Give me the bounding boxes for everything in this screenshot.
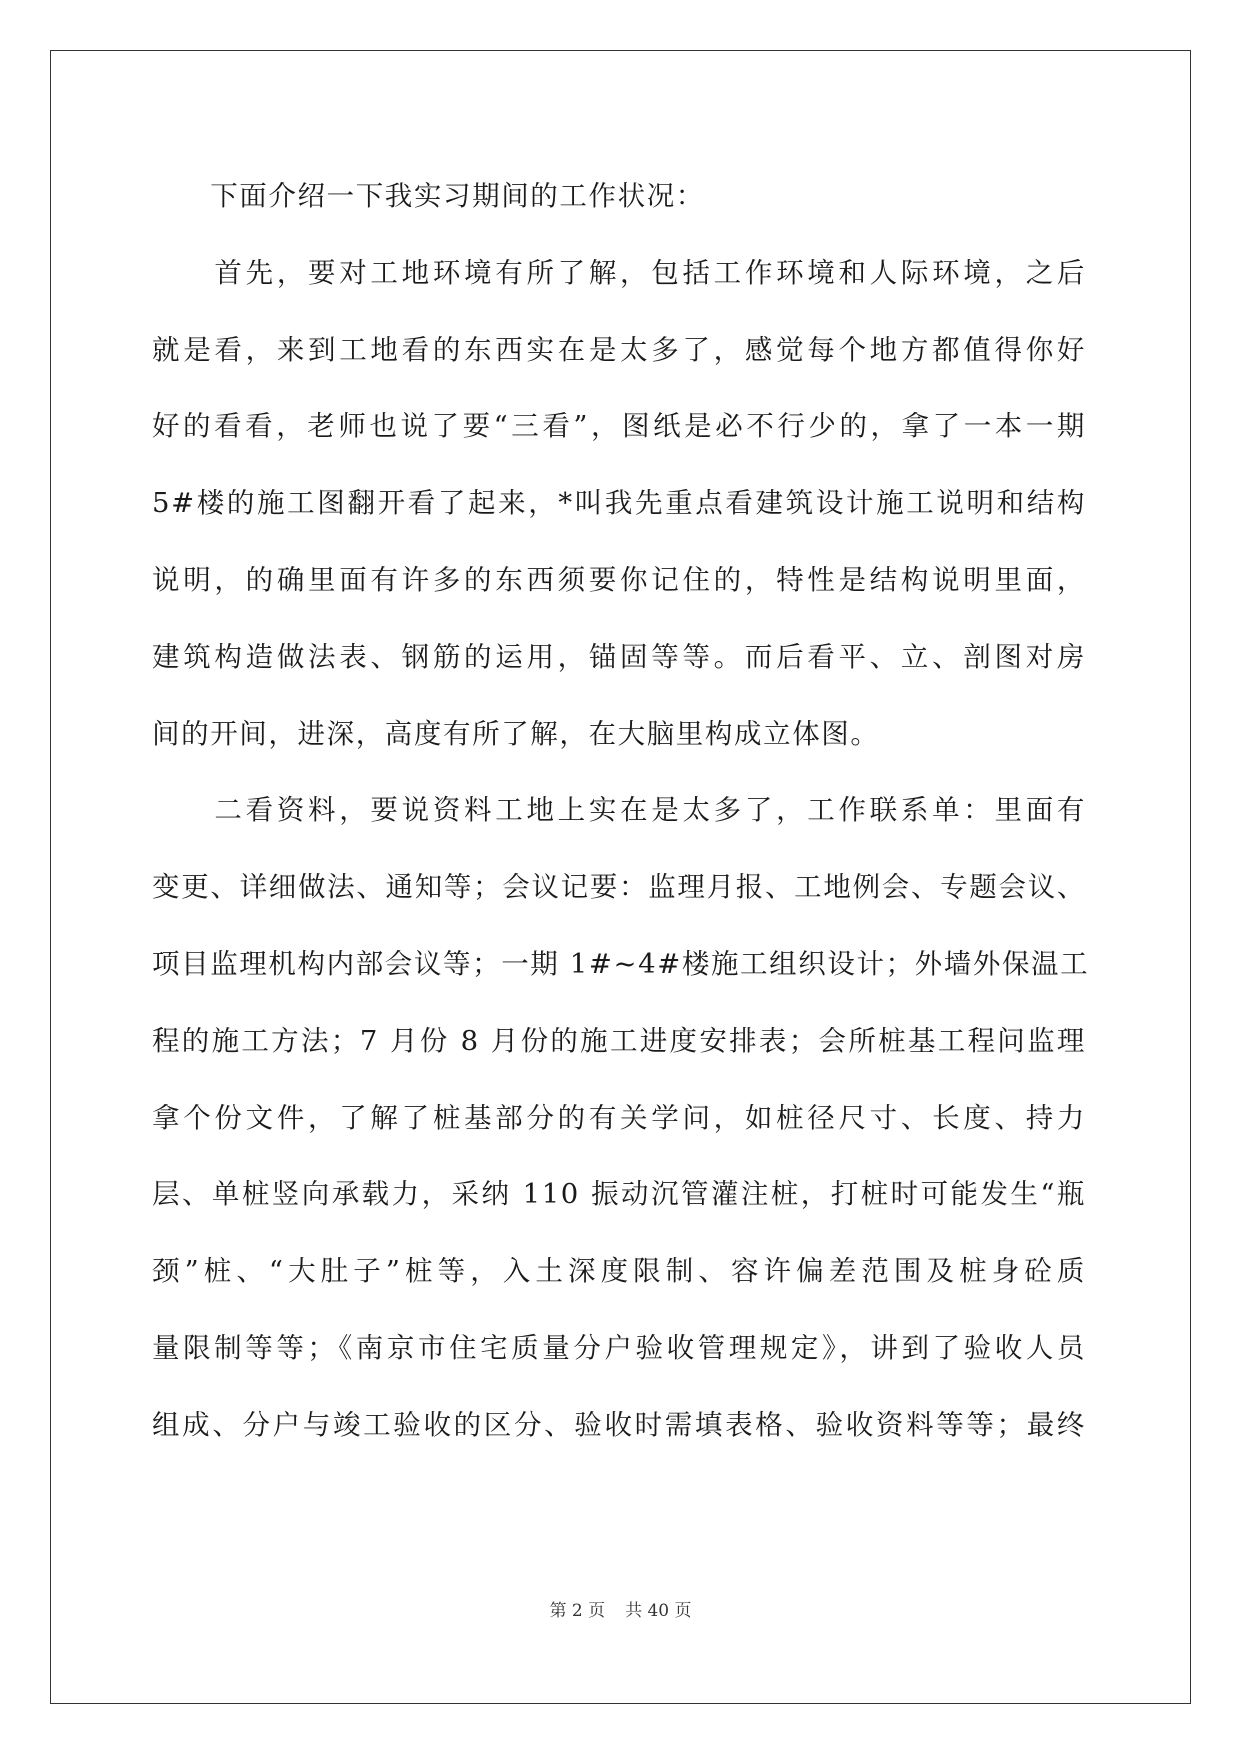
text-line: 二看资料，要说资料工地上实在是太多了，工作联系单：里面有 [152,794,1086,827]
text-line: 颈”桩、“大肚子”桩等，入土深度限制、容许偏差范围及桩身砼质 [152,1255,1086,1288]
document-body [152,158,1090,1464]
text-line: 量限制等等；《南京市住宅质量分户验收管理规定》，讲到了验收人员 [152,1331,1086,1364]
text-line: 下面介绍一下我实习期间的工作状况： [152,180,705,212]
text-line: 项目监理机构内部会议等；一期 1#~4#楼施工组织设计；外墙外保温工 [152,947,1090,980]
text-line: 就是看，来到工地看的东西实在是太多了，感觉每个地方都值得你好 [152,333,1086,366]
text-line: 说明，的确里面有许多的东西须要你记住的，特性是结构说明里面， [152,563,1086,596]
total-pages: 共 40 页 [625,1601,692,1621]
text-line: 程的施工方法；7 月份 8 月份的施工进度安排表；会所桩基工程问监理 [152,1024,1086,1057]
text-line: 变更、详细做法、通知等；会议记要：监理月报、工地例会、专题会议、 [152,871,1086,904]
text-line: 间的开间，进深，高度有所了解，在大脑里构成立体图。 [152,717,880,750]
text-line: 建筑构造做法表、钢筋的运用，锚固等等。而后看平、立、剖图对房 [152,640,1086,673]
text-line: 首先，要对工地环境有所了解，包括工作环境和人际环境，之后 [152,256,1086,289]
text-line: 层、单桩竖向承载力，采纳 110 振动沉管灌注桩，打桩时可能发生“瓶 [152,1178,1086,1211]
text-line: 组成、分户与竣工验收的区分、验收时需填表格、验收资料等等；最终 [152,1408,1086,1441]
text-line: 拿个份文件，了解了桩基部分的有关学问，如桩径尺寸、长度、持力 [152,1101,1086,1134]
page-footer [0,1600,1241,1622]
text-line: 好的看看，老师也说了要“三看”，图纸是必不行少的，拿了一本一期 [152,410,1086,443]
text-line: 5#楼的施工图翻开看了起来，*叫我先重点看建筑设计施工说明和结构 [152,487,1086,520]
page-number: 第 2 页 [549,1601,606,1621]
